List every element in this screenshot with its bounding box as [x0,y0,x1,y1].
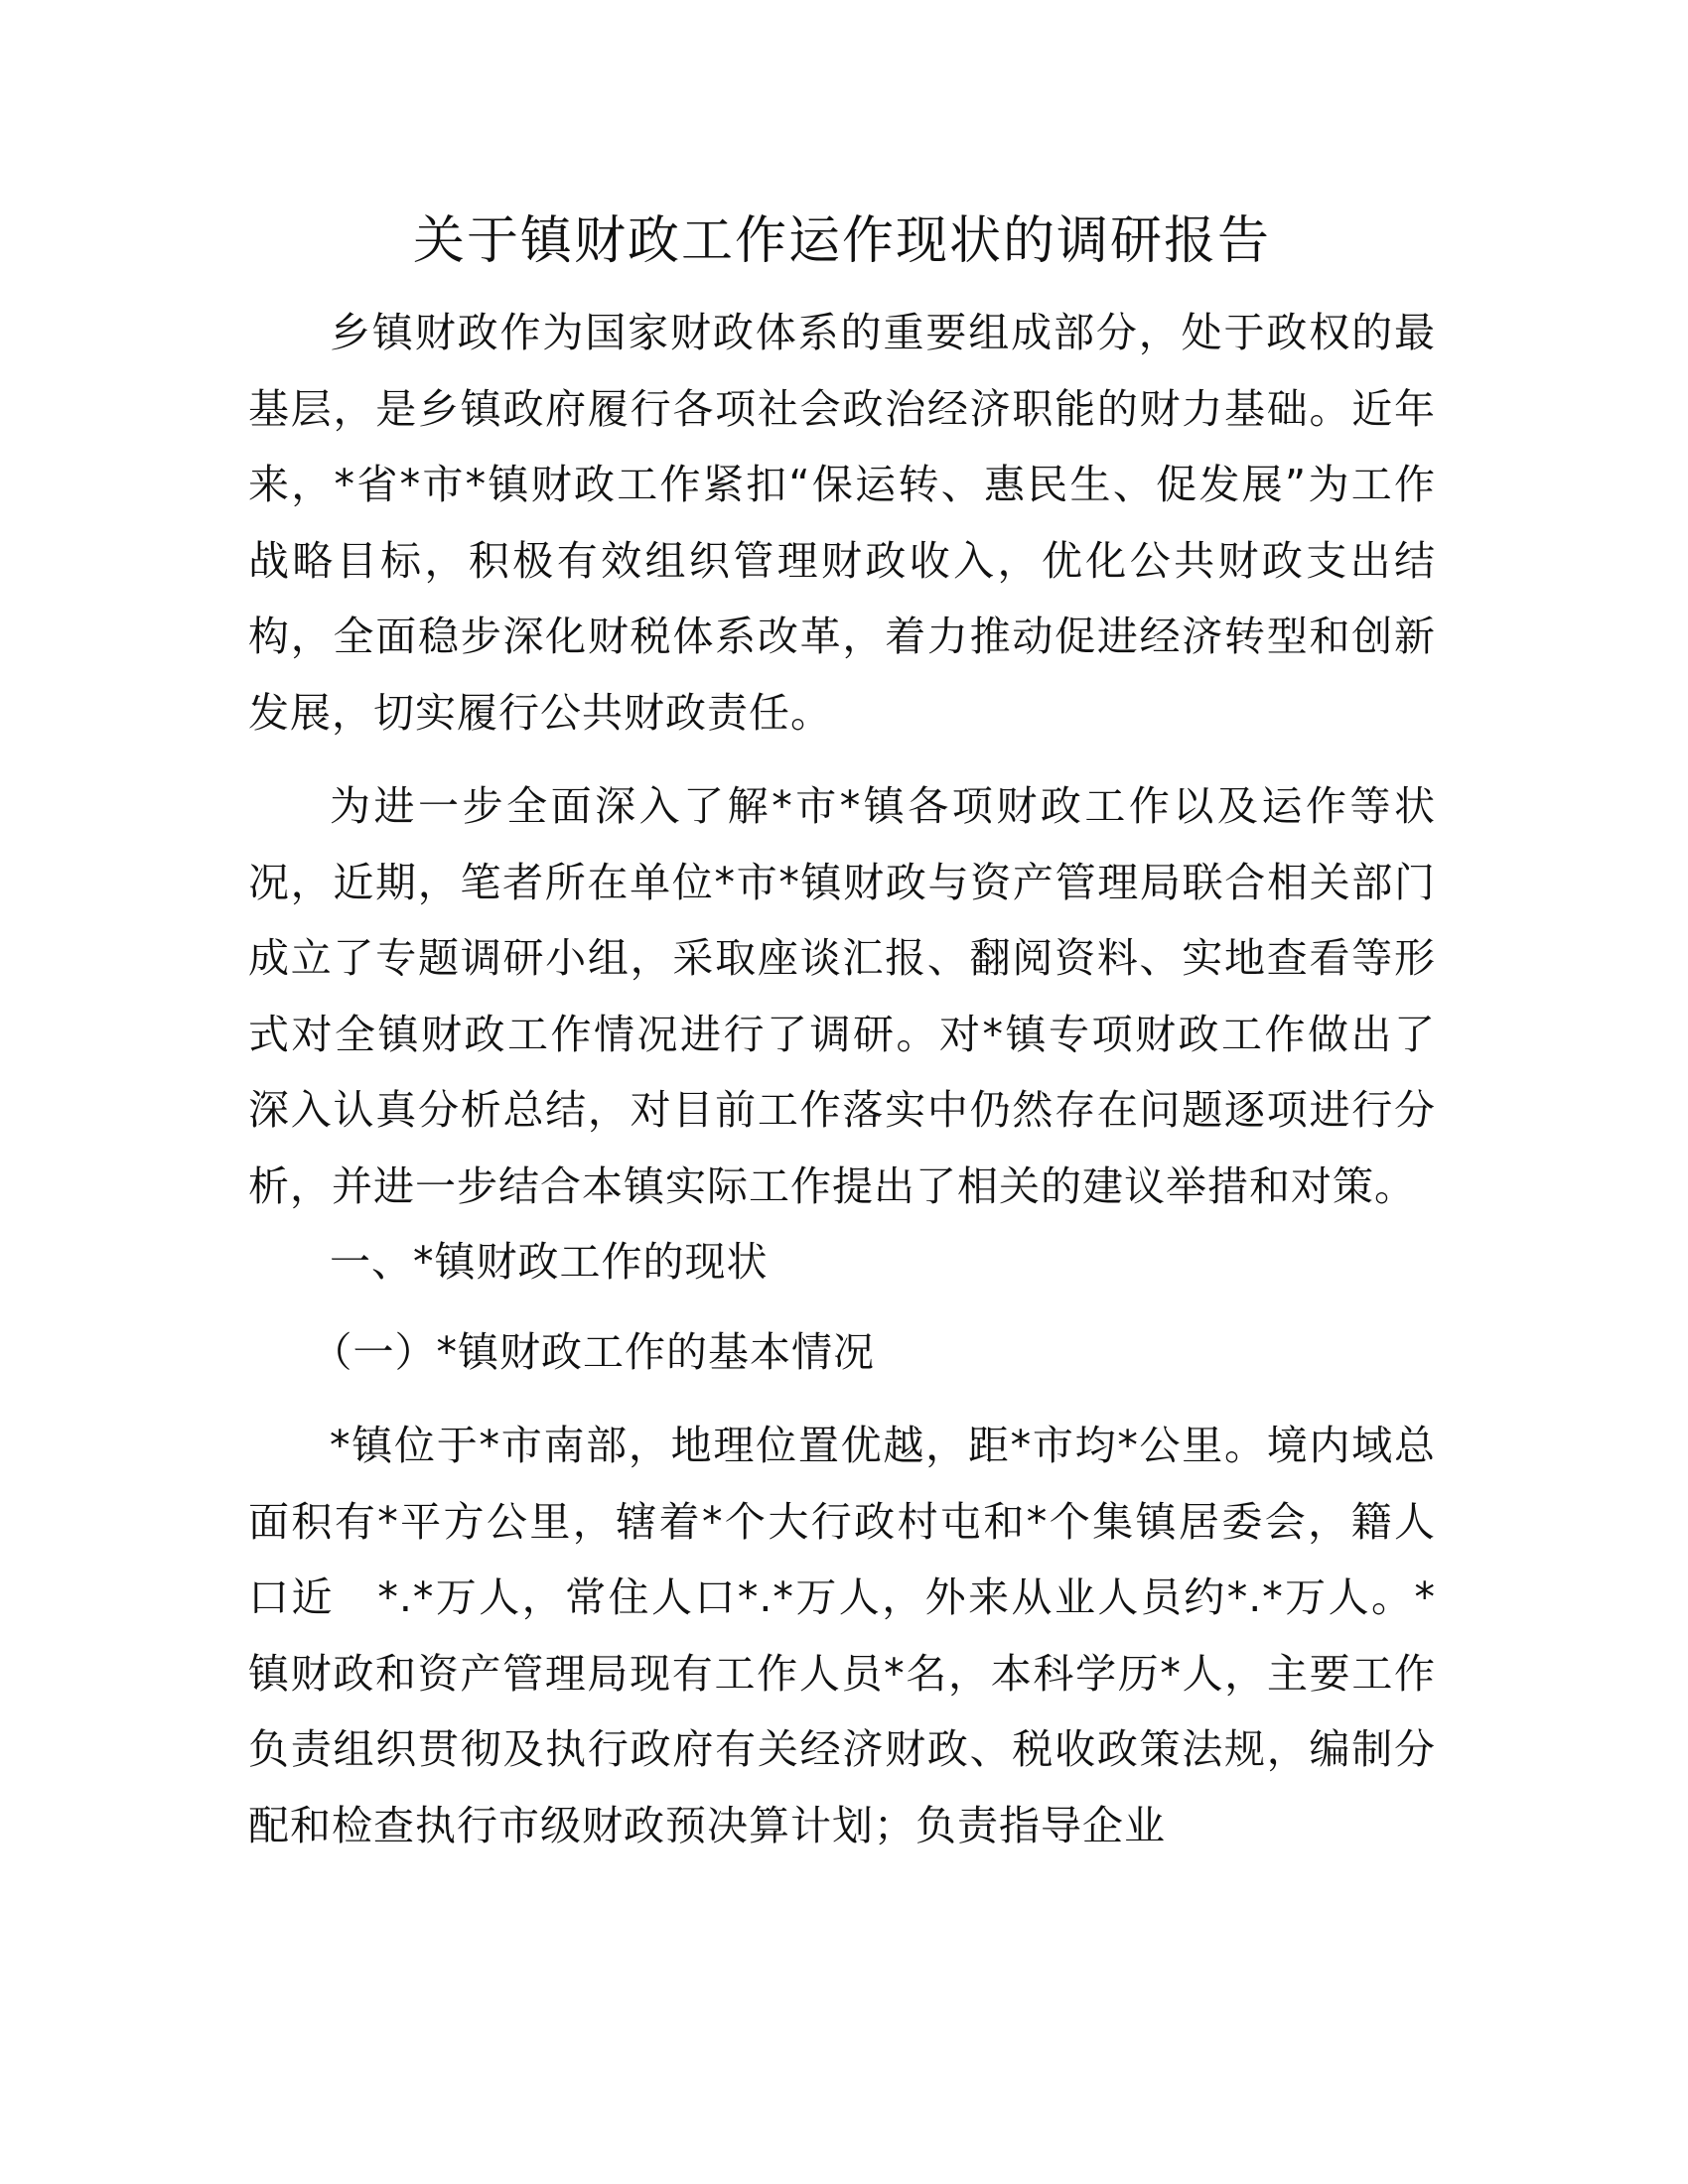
basic-info-paragraph: *镇位于*市南部，地理位置优越，距*市均*公里。境内域总面积有*平方公里，辖着*个大行政村屯和*个集镇居委会，籍人口近 *.*万人，常住人口*.*万人，外来从业人员约*.*万人。*镇财政和资产管理局现有工作人员*名，本科学历*人，主要工作负责组织贯彻及执行政府有关经济财政、税收政策法规，编制分配和检查执行市级财政预决算计划；负责指导企业 [248,1422,1436,1849]
subsection-heading: （一）*镇财政工作的基本情况 [311,1327,876,1376]
section-heading: 一、*镇财政工作的现状 [330,1238,769,1286]
intro-paragraph: 乡镇财政作为国家财政体系的重要组成部分，处于政权的最基层，是乡镇政府履行各项社会政治经济职能的财力基础。近年来，*省*市*镇财政工作紧扣“保运转、惠民生、促发展”为工作战略目标，积极有效组织管理财政收入，优化公共财政支出结构，全面稳步深化财税体系改革，着力推动促进经济转型和创新发展，切实履行公共财政责任。 [248,309,1436,737]
document-body [248,194,1436,1863]
document-title: 关于镇财政工作运作现状的调研报告 [412,211,1271,271]
research-paragraph: 为进一步全面深入了解*市*镇各项财政工作以及运作等状况，近期，笔者所在单位*市*镇财政与资产管理局联合相关部门成立了专题调研小组，采取座谈汇报、翻阅资料、实地查看等形式对全镇财政工作情况进行了调研。对*镇专项财政工作做出了深入认真分析总结，对目前工作落实中仍然存在问题逐项进行分析，并进一步结合本镇实际工作提出了相关的建议举措和对策。 [248,782,1436,1210]
